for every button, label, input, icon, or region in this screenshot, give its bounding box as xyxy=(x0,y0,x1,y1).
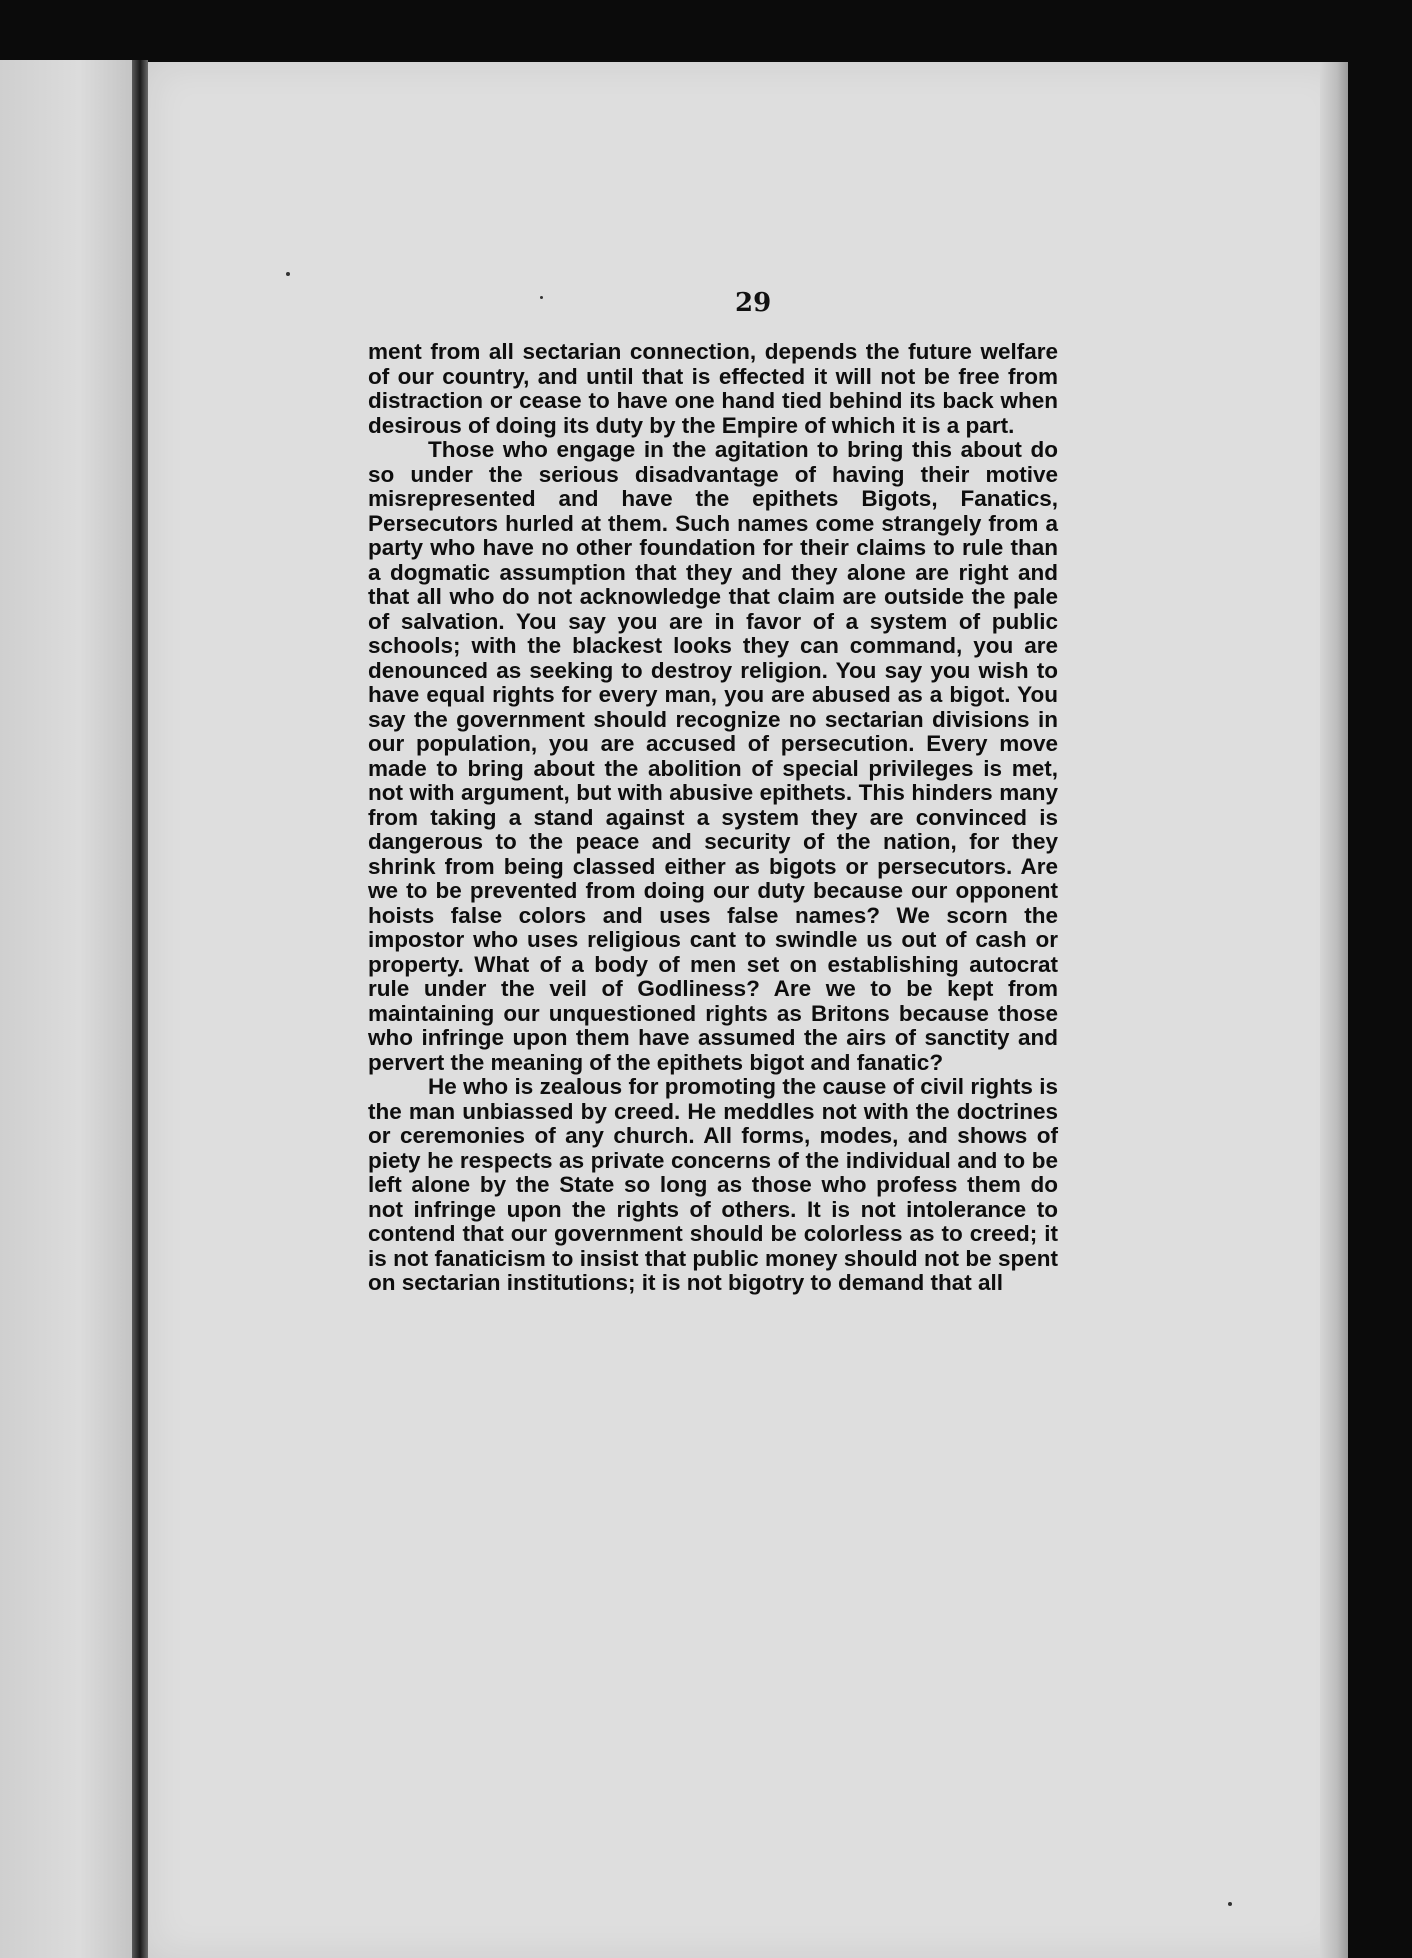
body-text xyxy=(368,340,1058,1296)
book-gutter xyxy=(132,60,148,1958)
facing-page-edge xyxy=(0,60,132,1958)
page-edge-shadow xyxy=(1320,62,1348,1958)
paragraph-civil-rights: He who is zealous for promoting the cause of civil rights is the man unbiassed by creed. He meddles not with the doctrines or ceremonies of any church. All forms, modes, and shows of piety he respects as private concerns of the individual and to be left alone by the State so long as those who profess them do not infringe upon the rights of others. It is not intolerance to contend that our government should be colorless as to creed; it is not fanaticism to insist that public money should not be spent on sectarian institutions; it is not bigotry to demand that all xyxy=(368,1074,1058,1295)
paragraph-continuation: ment from all sectarian connection, depends the future welfare of our country, and until that is effected it will not be free from distraction or cease to have one hand tied behind its back when desirous of doing its duty by the Empire of which it is a part. xyxy=(368,339,1058,438)
scan-speck xyxy=(540,296,543,299)
page-number: 29 xyxy=(735,288,772,318)
paragraph-agitation: Those who engage in the agitation to bring this about do so under the serious disadvantage of having their motive misrepresented and have the epithets Bigots, Fanatics, Persecutors hurled at them. Such names come strangely from a party who have no other foundation for their claims to rule than a dogmatic assumption that they and they alone are right and that all who do not acknowledge that claim are outside the pale of salvation. You say you are in favor of a system of public schools; with the blackest looks they can command, you are denounced as seeking to destroy religion. You say you wish to have equal rights for every man, you are abused as a bigot. You say the government should recognize no sectarian divisions in our population, you are accused of persecution. Every move made to bring about the abolition of special privileges is met, not with argument, but with abusive epithets. This hinders many from taking a stand against a system they are convinced is dangerous to the peace and security of the nation, for they shrink from being classed either as bigots or persecutors. Are we to be prevented from doing our duty because our opponent hoists false colors and uses false names? We scorn the impostor who uses religious cant to swindle us out of cash or property. What of a body of men set on establishing autocrat rule under the veil of Godliness? Are we to be kept from maintaining our unquestioned rights as Britons because those who infringe upon them have assumed the airs of sanctity and pervert the meaning of the epithets bigot and fanatic? xyxy=(368,437,1058,1075)
scan-speck xyxy=(1228,1902,1232,1906)
scan-speck xyxy=(286,272,290,276)
